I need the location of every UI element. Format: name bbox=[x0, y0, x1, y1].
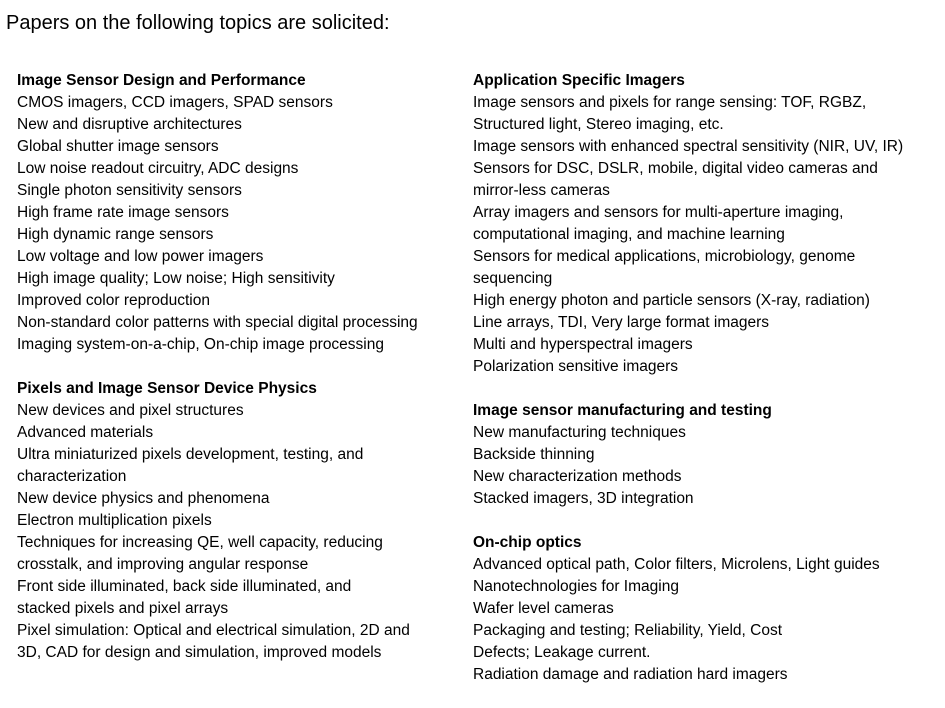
topic-line: Electron multiplication pixels bbox=[17, 512, 212, 529]
topic-line: Nanotechnologies for Imaging bbox=[473, 578, 679, 595]
page-intro: Papers on the following topics are solicited: bbox=[6, 12, 390, 34]
topic-line: Packaging and testing; Reliability, Yield, Cost bbox=[473, 622, 783, 639]
topic-line: Imaging system-on-a-chip, On-chip image processing bbox=[17, 336, 384, 353]
topic-line: New manufacturing techniques bbox=[473, 424, 686, 441]
topic-line: Radiation damage and radiation hard imagers bbox=[473, 666, 788, 683]
topic-line: sequencing bbox=[473, 270, 553, 287]
topic-line: New device physics and phenomena bbox=[17, 490, 270, 507]
section-heading: Image sensor manufacturing and testing bbox=[473, 402, 772, 419]
topic-line: Array imagers and sensors for multi-aperture imaging, bbox=[473, 204, 844, 221]
topic-line: Backside thinning bbox=[473, 446, 595, 463]
topic-line: High energy photon and particle sensors (X-ray, radiation) bbox=[473, 292, 870, 309]
topic-line: Image sensors with enhanced spectral sensitivity (NIR, UV, IR) bbox=[473, 138, 904, 155]
topic-line: Structured light, Stereo imaging, etc. bbox=[473, 116, 724, 133]
topic-section bbox=[17, 378, 462, 664]
topic-line: Image sensors and pixels for range sensing: TOF, RGBZ, bbox=[473, 94, 867, 111]
topic-line: Sensors for medical applications, microbiology, genome bbox=[473, 248, 856, 265]
topic-line: computational imaging, and machine learning bbox=[473, 226, 785, 243]
topic-line: Techniques for increasing QE, well capacity, reducing bbox=[17, 534, 383, 551]
topic-section bbox=[473, 70, 935, 378]
topic-line: New devices and pixel structures bbox=[17, 402, 244, 419]
topic-line: Wafer level cameras bbox=[473, 600, 614, 617]
topic-line: CMOS imagers, CCD imagers, SPAD sensors bbox=[17, 94, 333, 111]
topic-section bbox=[473, 400, 935, 510]
topic-line: Low voltage and low power imagers bbox=[17, 248, 264, 265]
topic-line: Pixel simulation: Optical and electrical simulation, 2D and bbox=[17, 622, 410, 639]
topic-line: High image quality; Low noise; High sensitivity bbox=[17, 270, 335, 287]
topic-line: New characterization methods bbox=[473, 468, 682, 485]
topic-line: Low noise readout circuitry, ADC designs bbox=[17, 160, 299, 177]
topic-line: Line arrays, TDI, Very large format imagers bbox=[473, 314, 770, 331]
topic-line: Multi and hyperspectral imagers bbox=[473, 336, 693, 353]
section-heading: Pixels and Image Sensor Device Physics bbox=[17, 380, 317, 397]
topic-line: Global shutter image sensors bbox=[17, 138, 219, 155]
topic-line: stacked pixels and pixel arrays bbox=[17, 600, 229, 617]
topic-line: High dynamic range sensors bbox=[17, 226, 214, 243]
topic-line: High frame rate image sensors bbox=[17, 204, 229, 221]
right-column bbox=[473, 70, 935, 708]
left-column bbox=[17, 70, 462, 686]
topic-line: Stacked imagers, 3D integration bbox=[473, 490, 694, 507]
topic-line: Polarization sensitive imagers bbox=[473, 358, 679, 375]
topic-line: Front side illuminated, back side illuminated, and bbox=[17, 578, 352, 595]
topic-line: Defects; Leakage current. bbox=[473, 644, 651, 661]
section-heading: Application Specific Imagers bbox=[473, 72, 685, 89]
topic-line: crosstalk, and improving angular response bbox=[17, 556, 309, 573]
topic-line: 3D, CAD for design and simulation, improved models bbox=[17, 644, 382, 661]
topic-line: Ultra miniaturized pixels development, testing, and bbox=[17, 446, 364, 463]
section-heading: Image Sensor Design and Performance bbox=[17, 72, 306, 89]
topic-line: Sensors for DSC, DSLR, mobile, digital video cameras and bbox=[473, 160, 878, 177]
topic-line: mirror-less cameras bbox=[473, 182, 610, 199]
topic-section bbox=[17, 70, 462, 356]
topic-line: Advanced materials bbox=[17, 424, 154, 441]
topic-line: New and disruptive architectures bbox=[17, 116, 242, 133]
topic-line: Advanced optical path, Color filters, Microlens, Light guides bbox=[473, 556, 880, 573]
section-heading: On-chip optics bbox=[473, 534, 582, 551]
topic-line: characterization bbox=[17, 468, 127, 485]
topic-line: Non-standard color patterns with special digital processing bbox=[17, 314, 418, 331]
topic-section bbox=[473, 532, 935, 686]
topic-line: Improved color reproduction bbox=[17, 292, 210, 309]
topic-line: Single photon sensitivity sensors bbox=[17, 182, 242, 199]
